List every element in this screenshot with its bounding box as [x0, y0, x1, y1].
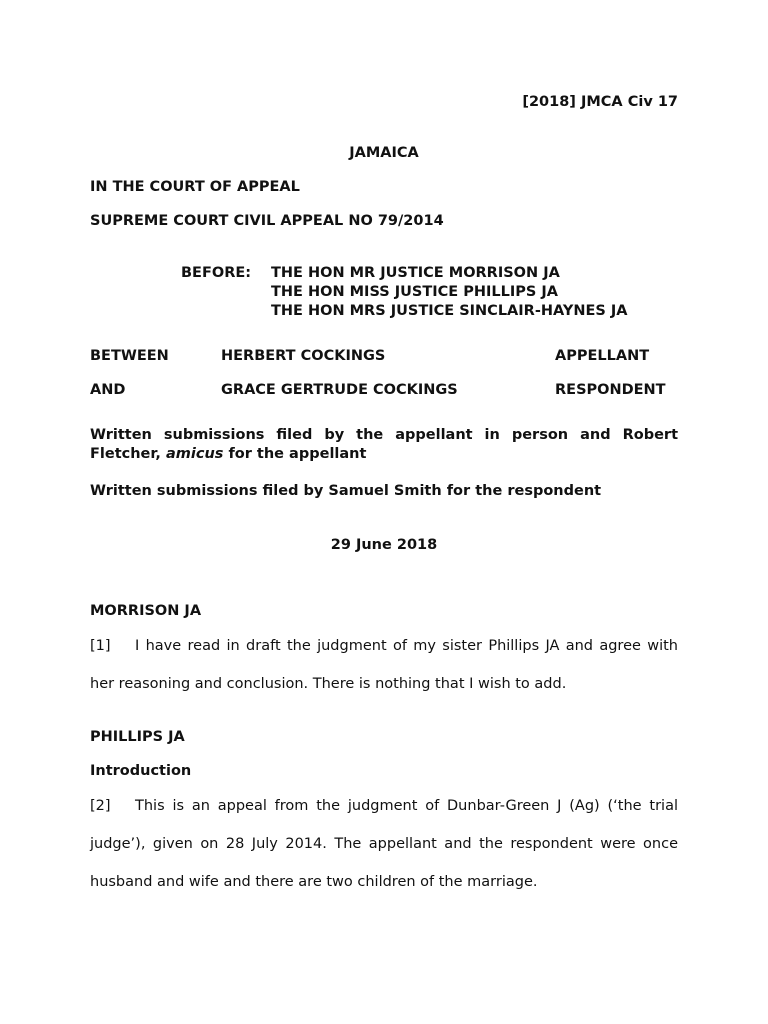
neutral-citation: [2018] JMCA Civ 17: [522, 94, 678, 110]
judge-name: THE HON MR JUSTICE MORRISON JA: [271, 265, 560, 281]
paragraph-number: [2]: [90, 798, 111, 814]
appeal-number: SUPREME COURT CIVIL APPEAL NO 79/2014: [90, 213, 444, 229]
judgment-paragraph: [90, 787, 678, 901]
before-label: BEFORE:: [181, 265, 252, 281]
judgment-date: 29 June 2018: [330, 537, 438, 553]
party-role: RESPONDENT: [555, 382, 666, 398]
paragraph-number: [1]: [90, 638, 111, 654]
party-connector: BETWEEN: [90, 348, 169, 364]
party-connector: AND: [90, 382, 126, 398]
judge-heading: PHILLIPS JA: [90, 729, 185, 745]
judge-name: THE HON MRS JUSTICE SINCLAIR-HAYNES JA: [271, 303, 628, 319]
amicus-term: amicus: [165, 446, 224, 462]
submission-text: Written submissions filed by the appellant in person and Robert Fletcher,: [90, 427, 678, 462]
section-heading: Introduction: [90, 763, 192, 779]
party-role: APPELLANT: [555, 348, 650, 364]
judge-name: THE HON MISS JUSTICE PHILLIPS JA: [271, 284, 558, 300]
country-heading: JAMAICA: [349, 145, 419, 161]
paragraph-text: I have read in draft the judgment of my sister Phillips JA and agree with her reasoning and conclusion. There is nothing that I wish to add.: [90, 638, 678, 692]
submission-text: for the appellant: [223, 446, 367, 462]
party-name: GRACE GERTRUDE COCKINGS: [221, 382, 458, 398]
court-heading: IN THE COURT OF APPEAL: [90, 179, 300, 195]
paragraph-text: This is an appeal from the judgment of Dunbar-Green J (Ag) (‘the trial judge’), given on 28 July 2014. The appellant and the respondent were once husband and wife and there are two children of the marriage.: [90, 798, 678, 890]
respondent-submissions: Written submissions filed by Samuel Smith for the respondent: [90, 483, 602, 499]
judgment-paragraph: [90, 627, 678, 703]
party-name: HERBERT COCKINGS: [221, 348, 386, 364]
judge-heading: MORRISON JA: [90, 603, 202, 619]
appellant-submissions: [90, 426, 678, 464]
